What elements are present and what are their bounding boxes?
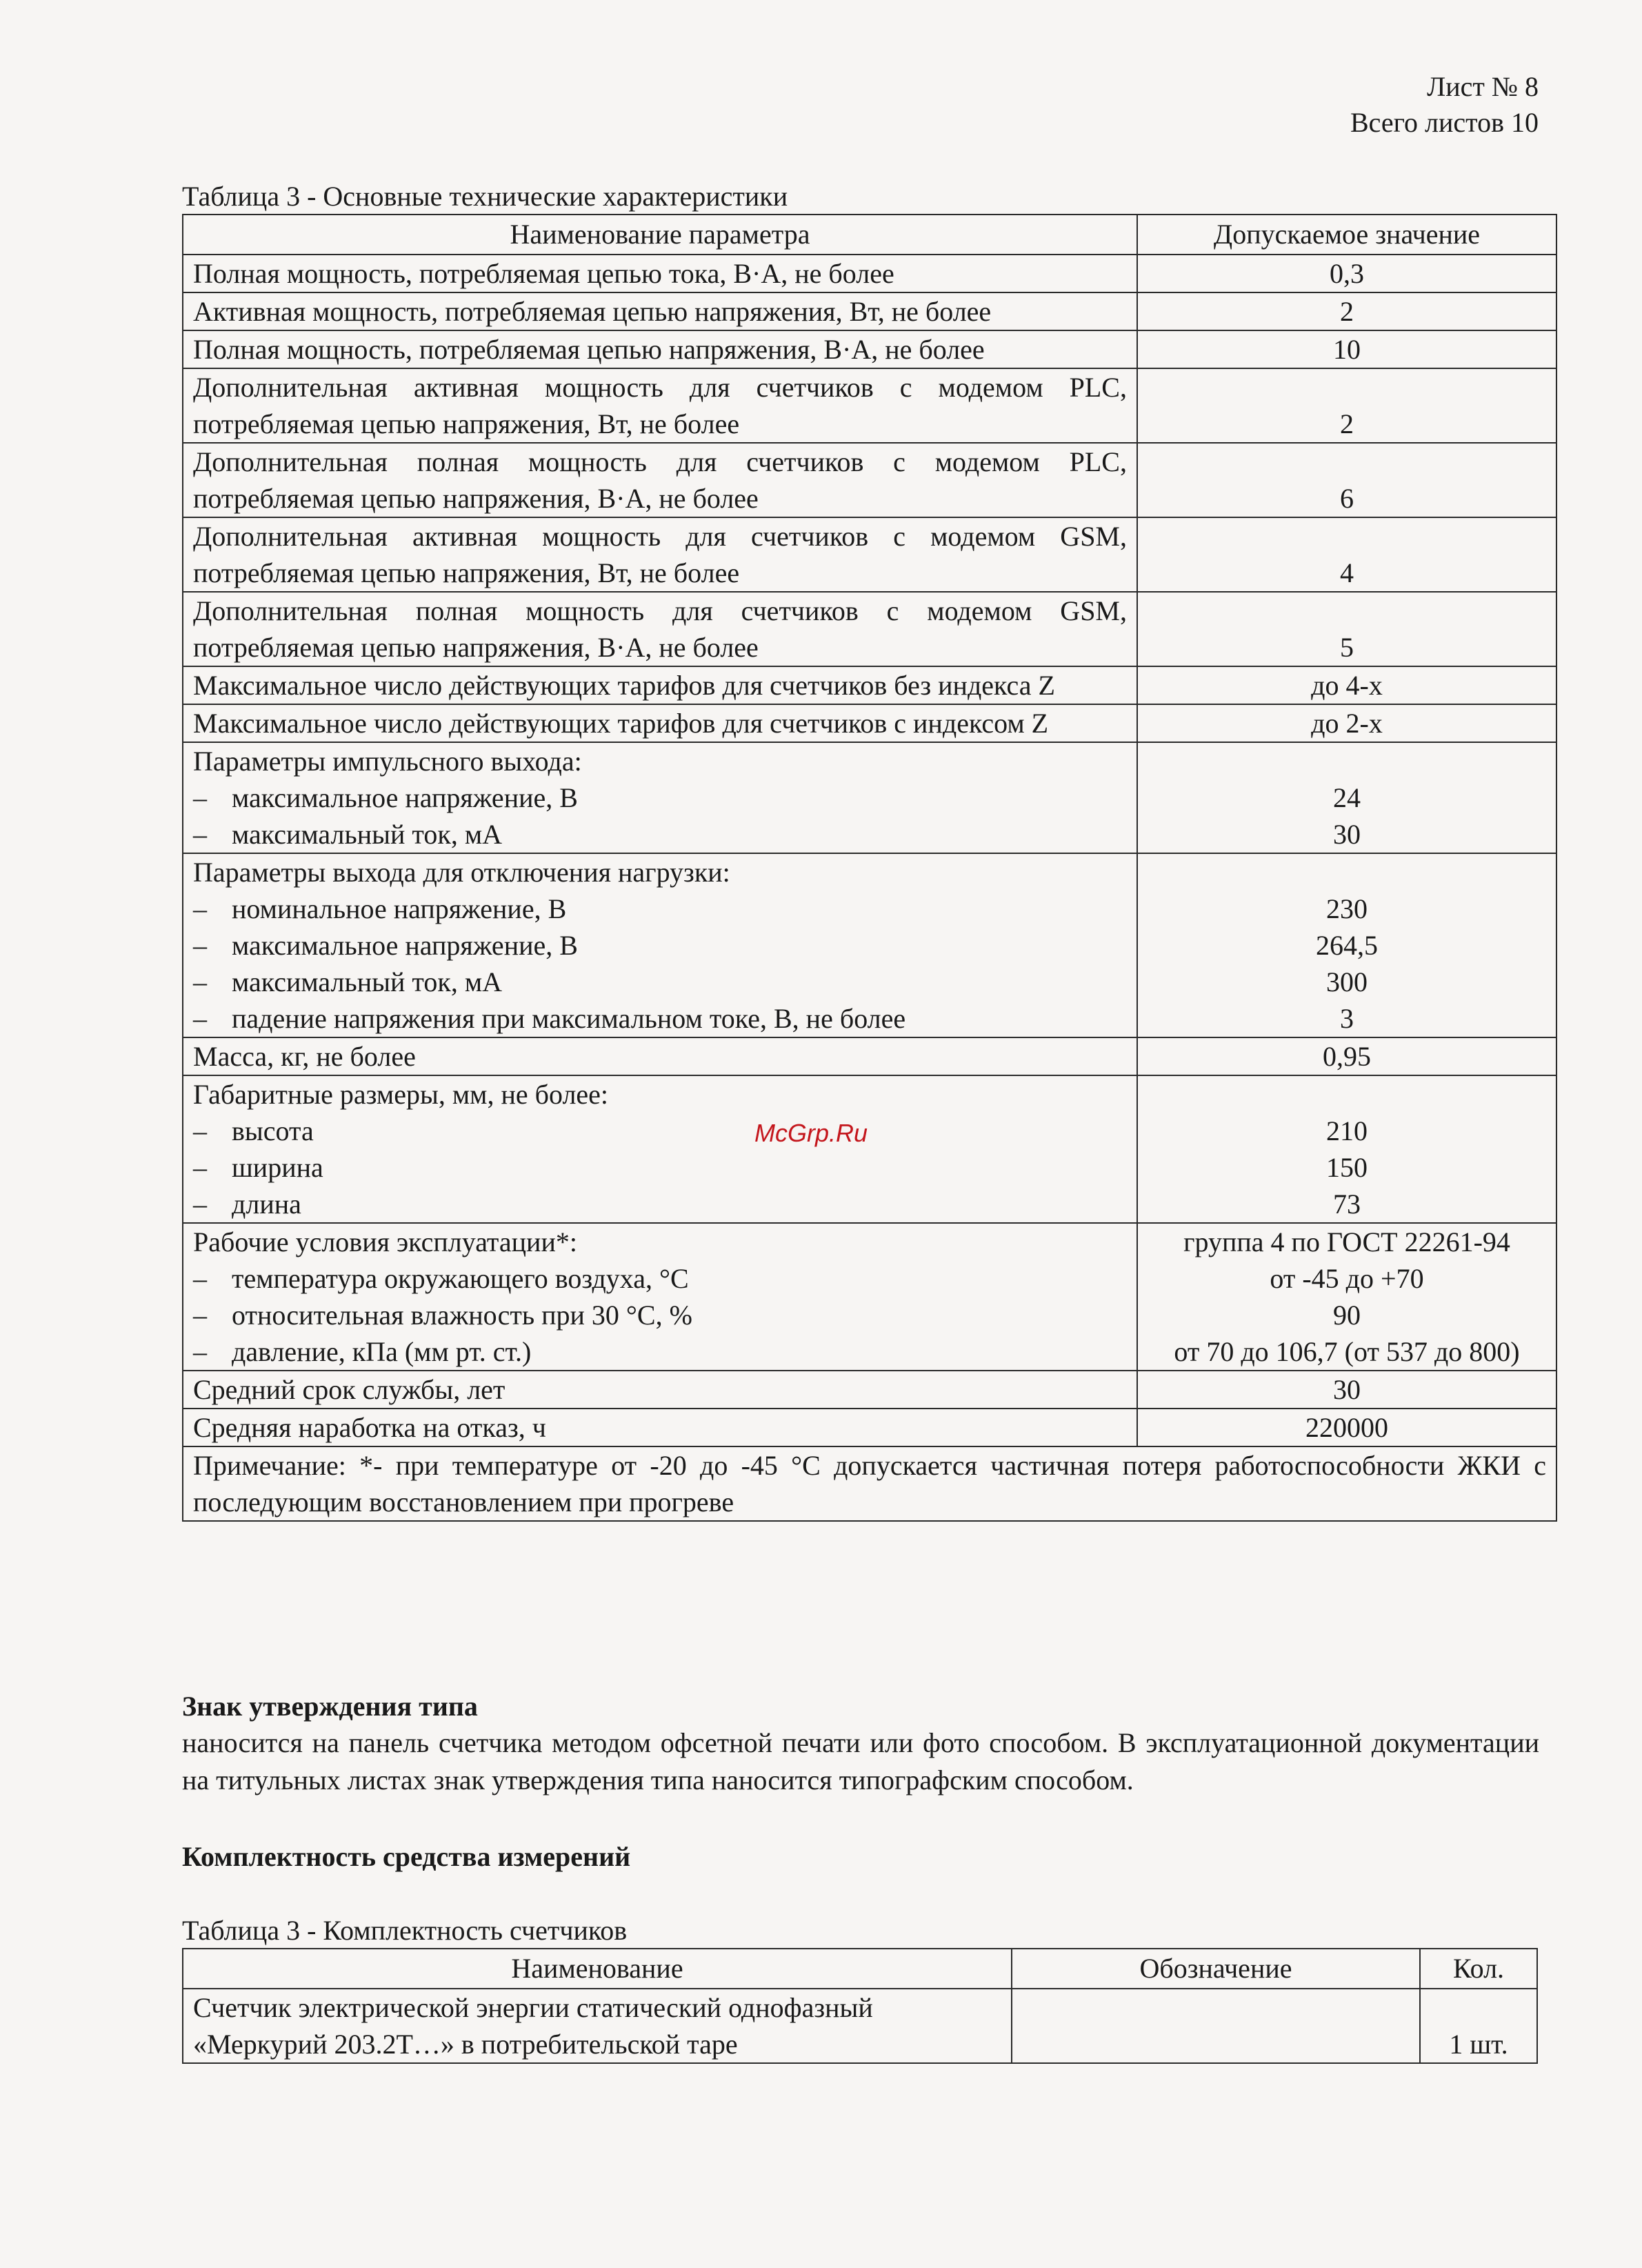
table-row-conditions <box>183 1223 1556 1371</box>
list-item: – температура окружающего воздуха, °С <box>193 1263 689 1294</box>
table-row-note <box>183 1446 1556 1521</box>
list-item: – номинальное напряжение, В <box>193 893 567 924</box>
row-name: Средний срок службы, лет <box>183 1371 1137 1409</box>
specs-table-caption: Таблица 3 - Основные технические характеристики <box>182 181 788 212</box>
table-row-load-output <box>183 853 1556 1037</box>
row-name: Полная мощность, потребляемая цепью напряжения, В·А, не более <box>183 330 1137 368</box>
row-value: 5 <box>1137 592 1556 666</box>
table-row <box>183 1989 1537 2063</box>
sheet-total: Всего листов 10 <box>1350 107 1539 138</box>
row-name: Активная мощность, потребляемая цепью напряжения, Вт, не более <box>183 292 1137 330</box>
group-title: Рабочие условия эксплуатации*: <box>193 1226 577 1257</box>
table-row <box>183 443 1556 517</box>
group-title: Параметры импульсного выхода: <box>193 746 582 777</box>
row-value: 0,3 <box>1137 255 1556 292</box>
table-row <box>183 368 1556 443</box>
watermark-logo: McGrp.Ru <box>754 1119 868 1147</box>
row-value: 10 <box>1137 330 1556 368</box>
table-header-row <box>183 215 1556 255</box>
list-item: – максимальный ток, мА <box>193 819 503 850</box>
table-row-dimensions <box>183 1075 1556 1223</box>
completeness-heading: Комплектность средства измерений <box>182 1841 631 1872</box>
row-name: Счетчик электрической энергии статический однофазный «Меркурий 203.2Т…» в потребительской таре <box>183 1989 1012 2063</box>
row-name: Дополнительная активная мощность для счетчиков с модемом GSM, потребляемая цепью напряжения, Вт, не более <box>183 517 1137 592</box>
list-item: – максимальное напряжение, В <box>193 782 578 813</box>
list-item: – ширина <box>193 1152 323 1183</box>
row-name: Дополнительная полная мощность для счетчиков с модемом GSM, потребляемая цепью напряжения, В·А, не более <box>183 592 1137 666</box>
list-item: – высота <box>193 1115 314 1146</box>
table-row <box>183 1037 1556 1075</box>
sheet-number: Лист № 8 <box>1427 71 1539 102</box>
table-row <box>183 1409 1556 1446</box>
table-row <box>183 666 1556 704</box>
column-header-designation: Обозначение <box>1012 1949 1420 1989</box>
sign-paragraph: наносится на панель счетчика методом офсетной печати или фото способом. В эксплуатационной документации на титульных листах знак утверждения типа наносится типографским способом. <box>182 1727 1539 1796</box>
row-value: 6 <box>1137 443 1556 517</box>
column-header-name: Наименование <box>183 1949 1012 1989</box>
list-item: – давление, кПа (мм рт. ст.) <box>193 1336 532 1367</box>
row-value: до 2-х <box>1137 704 1556 742</box>
table-row-impulse-output <box>183 742 1556 853</box>
list-item: – максимальное напряжение, В <box>193 930 578 961</box>
table-row <box>183 330 1556 368</box>
row-value: 210 150 73 <box>1137 1075 1556 1223</box>
list-item: – относительная влажность при 30 °С, % <box>193 1300 692 1331</box>
table-note: Примечание: *- при температуре от -20 до -45 °С допускается частичная потеря работоспособности ЖКИ с последующим восстановлением при прогреве <box>183 1446 1556 1521</box>
row-designation <box>1012 1989 1420 2063</box>
table-row <box>183 517 1556 592</box>
row-name <box>183 742 1137 853</box>
kit-table-caption: Таблица 3 - Комплектность счетчиков <box>182 1915 628 1946</box>
table-row <box>183 704 1556 742</box>
kit-table <box>182 1948 1538 2064</box>
row-value: 0,95 <box>1137 1037 1556 1075</box>
row-name: Максимальное число действующих тарифов для счетчиков без индекса Z <box>183 666 1137 704</box>
row-value: 2 <box>1137 292 1556 330</box>
row-name: Средняя наработка на отказ, ч <box>183 1409 1137 1446</box>
row-value: 24 30 <box>1137 742 1556 853</box>
list-item: – длина <box>193 1188 301 1220</box>
row-name <box>183 1223 1137 1371</box>
row-qty: 1 шт. <box>1420 1989 1537 2063</box>
group-title: Параметры выхода для отключения нагрузки: <box>193 857 730 888</box>
table-row <box>183 1371 1556 1409</box>
row-name: Полная мощность, потребляемая цепью тока, В·А, не более <box>183 255 1137 292</box>
table-row <box>183 592 1556 666</box>
table-row <box>183 292 1556 330</box>
sheet-info <box>1350 69 1539 141</box>
row-name: Дополнительная активная мощность для счетчиков с модемом PLC, потребляемая цепью напряжения, Вт, не более <box>183 368 1137 443</box>
row-value: 230 264,5 300 3 <box>1137 853 1556 1037</box>
table-row <box>183 255 1556 292</box>
column-header-value: Допускаемое значение <box>1137 215 1556 255</box>
list-item: – падение напряжения при максимальном токе, В, не более <box>193 1003 906 1034</box>
specs-table <box>182 214 1557 1522</box>
row-value: группа 4 по ГОСТ 22261-94 от -45 до +70 90 от 70 до 106,7 (от 537 до 800) <box>1137 1223 1556 1371</box>
row-value: 2 <box>1137 368 1556 443</box>
row-value: 30 <box>1137 1371 1556 1409</box>
row-name: Дополнительная полная мощность для счетчиков с модемом PLC, потребляемая цепью напряжения, В·А, не более <box>183 443 1137 517</box>
row-value: 220000 <box>1137 1409 1556 1446</box>
row-name: Максимальное число действующих тарифов для счетчиков с индексом Z <box>183 704 1137 742</box>
table-header-row <box>183 1949 1537 1989</box>
sign-heading: Знак утверждения типа <box>182 1691 478 1722</box>
column-header-qty: Кол. <box>1420 1949 1537 1989</box>
row-name <box>183 853 1137 1037</box>
column-header-parameter: Наименование параметра <box>183 215 1137 255</box>
row-value: до 4-х <box>1137 666 1556 704</box>
row-name: Масса, кг, не более <box>183 1037 1137 1075</box>
row-value: 4 <box>1137 517 1556 592</box>
list-item: – максимальный ток, мА <box>193 966 503 997</box>
row-name <box>183 1075 1137 1223</box>
group-title: Габаритные размеры, мм, не более: <box>193 1079 609 1110</box>
